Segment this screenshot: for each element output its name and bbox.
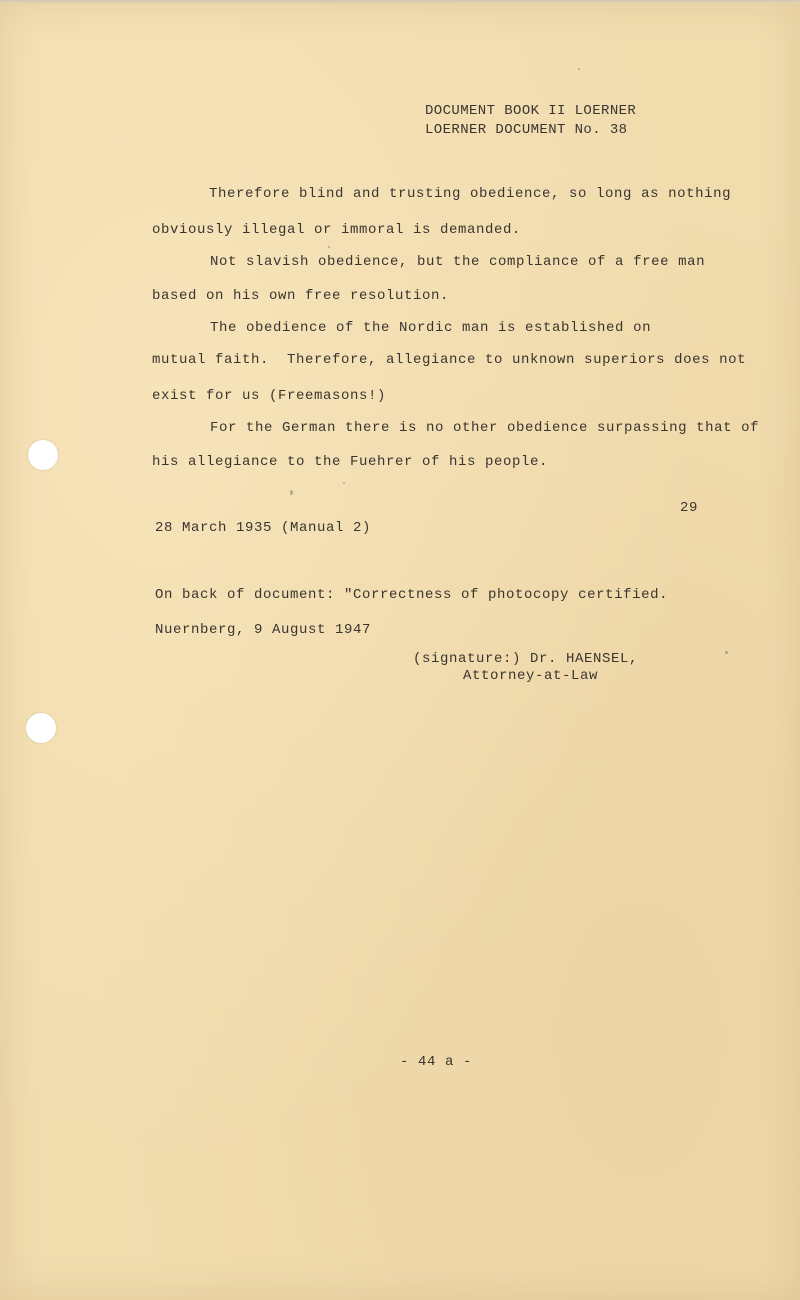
page-top-edge [0, 0, 800, 4]
paragraph-1-line-2: obviously illegal or immoral is demanded. [152, 222, 522, 238]
paragraph-4-line-1: For the German there is no other obedience surpassing that of [210, 420, 760, 436]
paragraph-3-line-1: The obedience of the Nordic man is established on [210, 320, 652, 336]
punch-hole-upper [28, 440, 58, 470]
source-page-number: 29 [680, 500, 699, 516]
paragraph-3-line-2: mutual faith. Therefore, allegiance to unknown superiors does not [152, 352, 747, 368]
paper-speck [343, 482, 345, 484]
punch-hole-lower [26, 713, 56, 743]
paper-speck [290, 490, 293, 495]
paper-speck [725, 651, 728, 654]
header-document-number: LOERNER DOCUMENT No. 38 [425, 122, 628, 138]
signature-title: Attorney-at-Law [463, 668, 599, 684]
paper-speck [578, 68, 580, 70]
paragraph-4-line-2: his allegiance to the Fuehrer of his people. [152, 454, 549, 470]
certification-note: On back of document: "Correctness of photocopy certified. [155, 587, 669, 603]
paragraph-3-line-3: exist for us (Freemasons!) [152, 388, 387, 404]
certification-place-date: Nuernberg, 9 August 1947 [155, 622, 372, 638]
paragraph-2-line-1: Not slavish obedience, but the compliance of a free man [210, 254, 706, 270]
header-document-book: DOCUMENT BOOK II LOERNER [425, 103, 637, 119]
paragraph-2-line-2: based on his own free resolution. [152, 288, 450, 304]
paper-speck [328, 246, 330, 248]
date-reference: 28 March 1935 (Manual 2) [155, 520, 372, 536]
page-footer-number: - 44 a - [400, 1054, 473, 1070]
paper-speck [692, 261, 694, 264]
paragraph-1-line-1: Therefore blind and trusting obedience, so long as nothing [209, 186, 732, 202]
signature-line: (signature:) Dr. HAENSEL, [413, 651, 639, 667]
